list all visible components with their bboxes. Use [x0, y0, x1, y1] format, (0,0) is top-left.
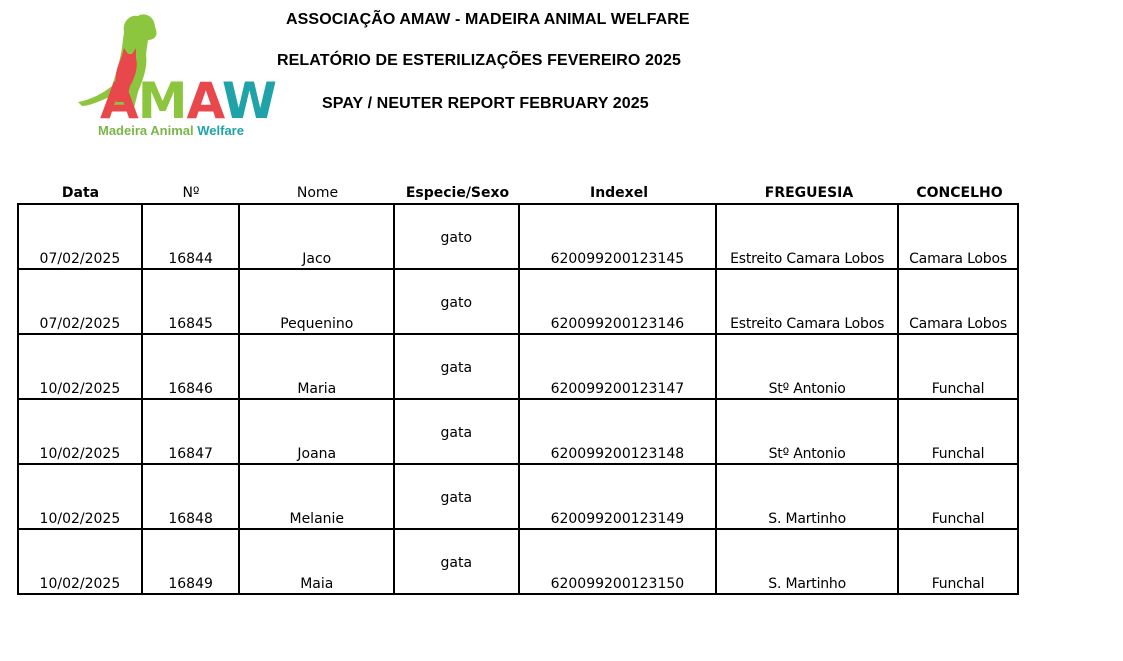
- cell-concelho: Funchal: [898, 334, 1018, 399]
- cell-data: 10/02/2025: [18, 334, 142, 399]
- cell-data: 07/02/2025: [18, 204, 142, 269]
- association-title: ASSOCIAÇÃO AMAW - MADEIRA ANIMAL WELFARE: [286, 11, 690, 28]
- cell-numero: 16849: [142, 529, 240, 594]
- cell-indexel: 620099200123147: [519, 334, 717, 399]
- cell-especie: gata: [394, 334, 519, 399]
- column-header-freguesia: FREGUESIA: [764, 185, 854, 201]
- cell-nome: Maia: [239, 529, 394, 594]
- cell-especie: gata: [394, 529, 519, 594]
- cell-indexel: 620099200123145: [519, 204, 717, 269]
- table-row: [18, 269, 1018, 334]
- logo-wordmark: [100, 72, 277, 130]
- cell-concelho: Camara Lobos: [898, 269, 1018, 334]
- report-title-pt: RELATÓRIO DE ESTERILIZAÇÕES FEVEREIRO 2025: [277, 52, 681, 69]
- table-row: [18, 464, 1018, 529]
- logo-tagline-part1: Madeira Animal: [98, 123, 194, 138]
- cell-concelho: Funchal: [898, 529, 1018, 594]
- cell-concelho: Funchal: [898, 399, 1018, 464]
- cell-especie: gato: [394, 269, 519, 334]
- logo-tagline-part2: Welfare: [197, 123, 244, 138]
- cell-numero: 16844: [142, 204, 240, 269]
- report-title-en: SPAY / NEUTER REPORT FEBRUARY 2025: [322, 95, 649, 112]
- cell-nome: Joana: [239, 399, 394, 464]
- column-header-especie: Especie/Sexo: [405, 185, 510, 201]
- table-row: [18, 334, 1018, 399]
- cell-nome: Jaco: [239, 204, 394, 269]
- logo-letter-m: M: [137, 72, 187, 130]
- table-row: [18, 529, 1018, 594]
- cell-numero: 16847: [142, 399, 240, 464]
- amaw-logo: [72, 10, 277, 142]
- logo-letter-w: W: [221, 72, 277, 130]
- column-header-concelho: CONCELHO: [916, 185, 1003, 201]
- table-row: [18, 399, 1018, 464]
- sterilization-table: [17, 203, 1019, 595]
- cell-indexel: 620099200123150: [519, 529, 717, 594]
- cell-especie: gata: [394, 464, 519, 529]
- column-header-indexel: Indexel: [589, 185, 649, 201]
- cell-data: 07/02/2025: [18, 269, 142, 334]
- logo-letter-a: A: [100, 72, 138, 130]
- cell-data: 10/02/2025: [18, 399, 142, 464]
- cell-indexel: 620099200123149: [519, 464, 717, 529]
- cell-data: 10/02/2025: [18, 464, 142, 529]
- cell-freguesia: S. Martinho: [716, 464, 898, 529]
- column-header-nome: Nome: [296, 185, 339, 201]
- cell-freguesia: Stº Antonio: [716, 334, 898, 399]
- cell-indexel: 620099200123146: [519, 269, 717, 334]
- cell-freguesia: Estreito Camara Lobos: [716, 269, 898, 334]
- cell-freguesia: S. Martinho: [716, 529, 898, 594]
- cell-concelho: Camara Lobos: [898, 204, 1018, 269]
- logo-letter-a2: A: [186, 72, 222, 130]
- table-row: [18, 204, 1018, 269]
- cell-especie: gata: [394, 399, 519, 464]
- cell-numero: 16848: [142, 464, 240, 529]
- cell-numero: 16846: [142, 334, 240, 399]
- cell-nome: Maria: [239, 334, 394, 399]
- cell-nome: Pequenino: [239, 269, 394, 334]
- cell-freguesia: Stº Antonio: [716, 399, 898, 464]
- column-header-numero: Nº: [182, 185, 200, 201]
- cell-concelho: Funchal: [898, 464, 1018, 529]
- cell-data: 10/02/2025: [18, 529, 142, 594]
- cell-numero: 16845: [142, 269, 240, 334]
- cell-indexel: 620099200123148: [519, 399, 717, 464]
- logo-tagline: [98, 123, 244, 138]
- cell-nome: Melanie: [239, 464, 394, 529]
- cell-freguesia: Estreito Camara Lobos: [716, 204, 898, 269]
- column-header-data: Data: [61, 185, 100, 201]
- cell-especie: gato: [394, 204, 519, 269]
